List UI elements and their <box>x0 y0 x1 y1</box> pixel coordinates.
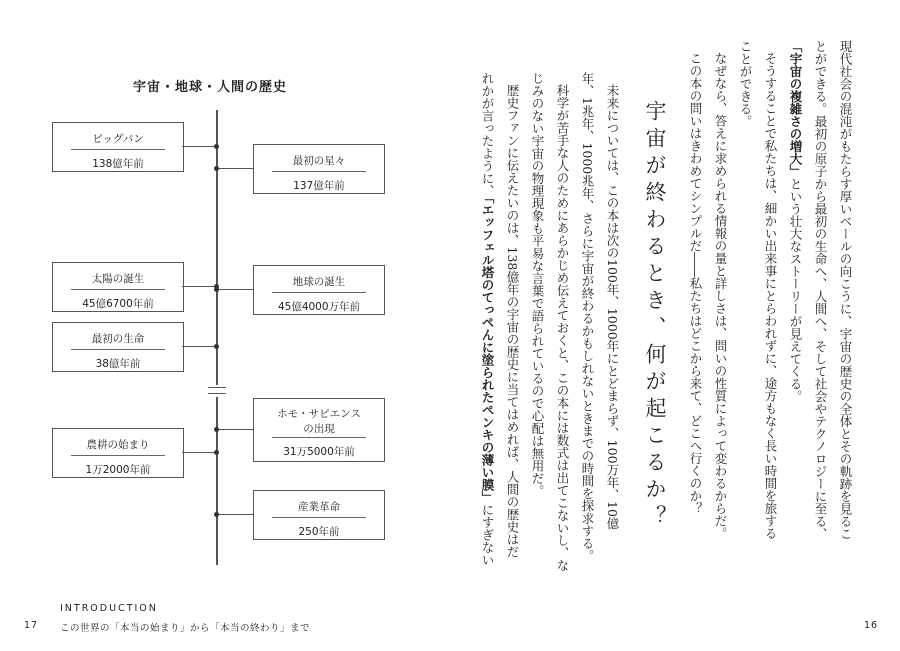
event-date: 250年前 <box>298 526 340 538</box>
event-box-sun <box>52 262 184 312</box>
emphasis: 「エッフェル塔のてっぺんに塗られたペンキの薄い膜」 <box>480 197 495 504</box>
chart-title: 宇宙・地球・人間の歴史 <box>132 80 287 95</box>
section-heading: 宇宙が終わるとき、何が起こるか？ <box>643 100 667 532</box>
connector <box>218 289 253 290</box>
event-name: 最初の生命 <box>91 333 145 345</box>
emphasis: 「宇宙の複雑さの増大」 <box>788 40 803 178</box>
timeline-node <box>214 512 219 517</box>
timeline-break-mark <box>208 385 226 397</box>
event-name: 産業革命 <box>298 501 340 513</box>
timeline-axis <box>216 110 218 565</box>
event-name: ホモ・サピエンスの出現 <box>277 408 361 435</box>
event-name: 太陽の誕生 <box>91 273 145 285</box>
event-box-first-life <box>52 322 184 372</box>
event-name: 地球の誕生 <box>292 276 346 288</box>
timeline-node <box>214 166 219 171</box>
event-box-industrial-revolution <box>253 490 385 540</box>
body-text: にすぎない <box>480 503 495 566</box>
event-date: 45億6700年前 <box>82 298 154 310</box>
event-date: 137億年前 <box>293 180 345 192</box>
event-box-big-bang <box>52 122 184 172</box>
event-date: 38億年前 <box>95 358 141 370</box>
body-column <box>475 72 500 592</box>
body-column: 未来については、この本は次の100年、1000年にとどまらず、100万年、10億 <box>605 84 620 530</box>
connector <box>182 452 216 453</box>
body-column: 現代社会の混沌がもたらす厚いベールの向こうに、宇宙の歴史の全体とその軌跡を見るこ <box>838 40 853 540</box>
running-head-jp: この世界の「本当の始まり」から「本当の終わり」まで <box>60 623 311 634</box>
body-column: 科学が苦手な人のためにあらかじめ伝えておくと、この本には数式は出てこないし、な <box>555 84 570 572</box>
event-date: 138億年前 <box>92 158 144 170</box>
event-date: 31万5000年前 <box>283 446 355 458</box>
timeline-node <box>214 450 219 455</box>
event-name: 最初の星々 <box>292 155 346 167</box>
body-text: という壮大なストーリーが見えてくる。 <box>788 177 803 403</box>
body-column: そうすることで私たちは、細かい出来事にとらわれずに、途方もなく長い時間を旅する <box>763 52 778 540</box>
timeline-node <box>214 344 219 349</box>
connector <box>218 168 253 169</box>
page-number-left: 17 <box>24 620 39 631</box>
body-column <box>783 40 808 590</box>
event-box-earth <box>253 265 385 315</box>
event-box-homo-sapiens <box>253 398 385 462</box>
connector <box>182 346 216 347</box>
connector <box>218 429 253 430</box>
timeline-node <box>214 427 219 432</box>
running-head-en: INTRODUCTION <box>60 603 158 614</box>
page-number-right: 16 <box>864 620 879 631</box>
event-date: 45億4000万年前 <box>277 301 361 313</box>
body-column: 歴史ファンに伝えたいのは、138億年の宇宙の歴史に当てはめれば、人間の歴史はだ <box>505 84 520 558</box>
body-column: じみのない宇宙の物理現象も平易な言葉で語られているので心配は無用だ。 <box>530 72 545 497</box>
event-box-agriculture <box>52 428 184 478</box>
event-name: 農耕の始まり <box>86 439 150 451</box>
connector <box>182 286 216 287</box>
event-box-first-stars <box>253 144 385 194</box>
connector <box>182 146 216 147</box>
body-column: とができる。最初の原子から最初の生命へ、人間へ、そして社会やテクノロジーに至る、 <box>813 40 828 540</box>
body-text: れかが言ったように、 <box>480 72 495 197</box>
body-column: なぜなら、答えに求められる情報の量と詳しさは、問いの性質によって変わるからだ。 <box>713 52 728 540</box>
body-column: この本の問いはきわめてシンプルだ――私たちはどこから来て、どこへ行くのか？ <box>688 52 703 515</box>
event-name: ビッグバン <box>92 133 144 145</box>
connector <box>218 514 253 515</box>
event-date: 1万2000年前 <box>85 464 151 476</box>
timeline-node <box>214 144 219 149</box>
body-column: ことができる。 <box>738 40 753 128</box>
body-column: 年、1兆年、1000兆年、さらに宇宙が終わるかもしれないときまでの時間を探求する。 <box>580 72 595 562</box>
timeline-node <box>214 287 219 292</box>
